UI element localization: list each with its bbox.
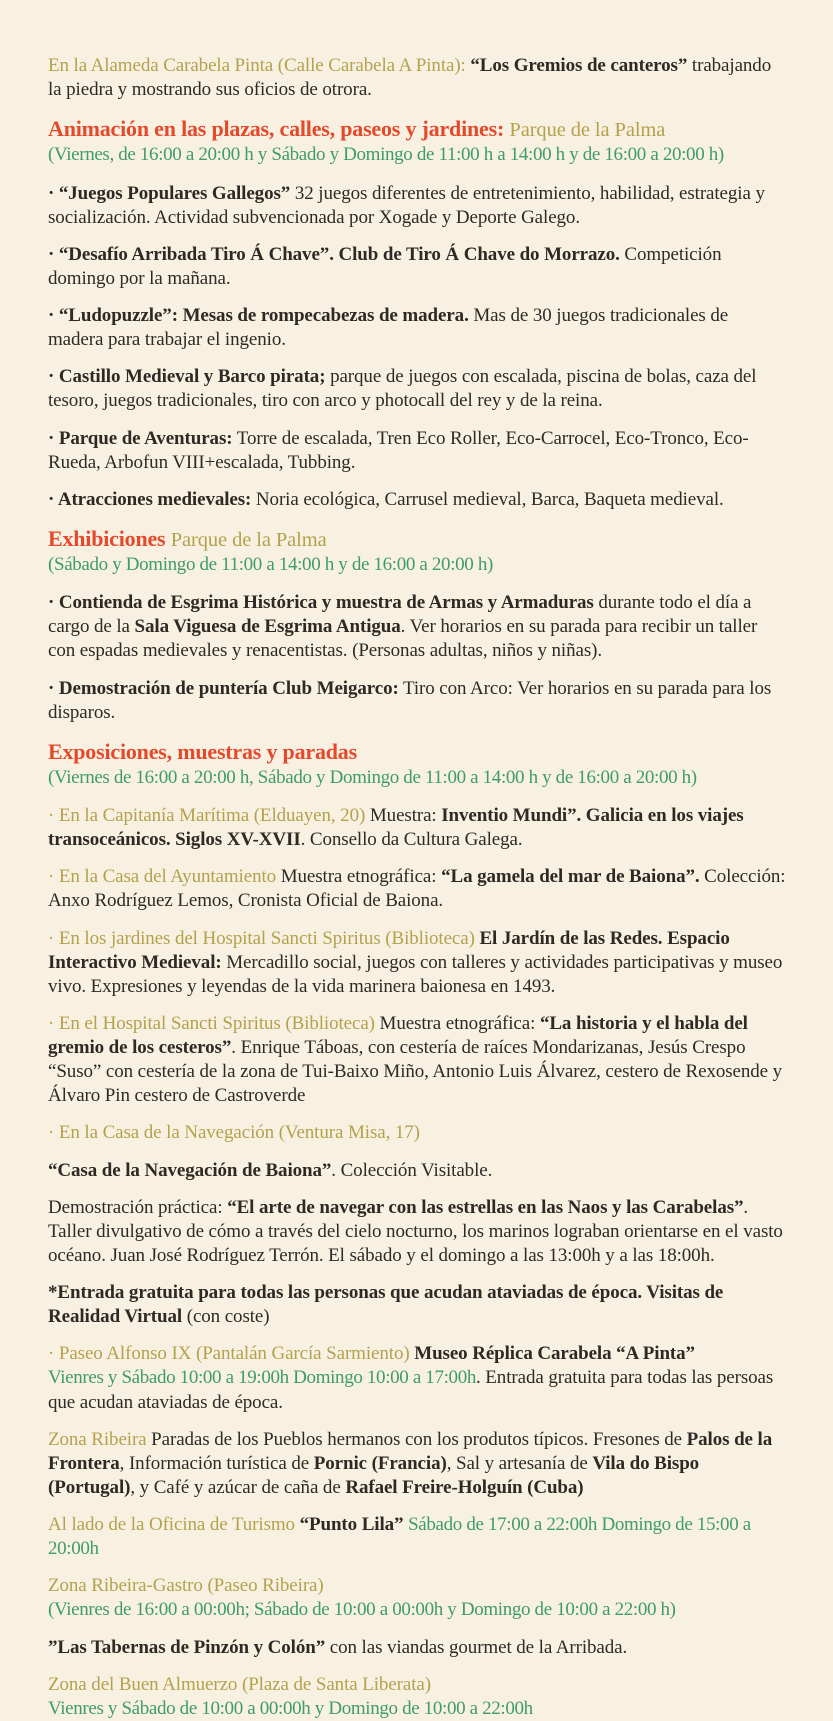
- program-paragraph: [48, 1513, 787, 1561]
- highlight-text: · “Desafío Arribada Tiro Á Chave”. Club de Tiro Á Chave do Morrazo.: [48, 243, 620, 265]
- program-paragraph: [48, 1428, 787, 1500]
- highlight-text: · Castillo Medieval y Barco pirata;: [48, 366, 326, 388]
- highlight-text: “La gamela del mar de Baiona”.: [441, 866, 700, 888]
- body-text: con las viandas gourmet de la Arribada.: [325, 1636, 628, 1658]
- section-title: Animación en las plazas, calles, paseos y jardines:: [48, 116, 510, 142]
- body-text: 32 juegos diferentes de entretenimiento, habilidad, estrategia y socialización. Actividad subvencionada por Xogade y Deporte Galego.: [48, 182, 765, 228]
- body-text: Competición domingo por la mañana.: [48, 243, 722, 289]
- body-text: (con coste): [182, 1306, 270, 1328]
- location-text: · En la Capitanía Marítima (Elduayen, 20): [48, 805, 370, 826]
- program-paragraph: [48, 927, 787, 999]
- highlight-text: ”Las Tabernas de Pinzón y Colón”: [48, 1636, 326, 1658]
- body-text: Tiro con Arco: Ver horarios en su parada para los disparos.: [48, 677, 772, 723]
- highlight-text: “Punto Lila”: [299, 1514, 409, 1535]
- program-paragraph: [48, 1342, 787, 1414]
- program-paragraph: [48, 1121, 787, 1145]
- location-text: Al lado de la Oficina de Turismo: [48, 1514, 300, 1535]
- body-text: . Taller divulgativo de cómo a través del cielo nocturno, los marinos lograban orientarse en el vasto océano. Juan José Rodríguez Terrón. El sábado y el domingo a las 13:00h y a las 18:00h.: [48, 1196, 783, 1266]
- schedule-text: (Sábado y Domingo de 11:00 a 14:00 h y de 16:00 a 20:00 h): [48, 554, 493, 575]
- body-text: . Colección Visitable.: [331, 1159, 493, 1181]
- program-paragraph: [48, 488, 787, 512]
- program-paragraph: [48, 182, 787, 230]
- body-text: . Enrique Táboas, con cestería de raíces Mondarizanas, Jesús Crespo “Suso” con cestería de la zona de Tui-Baixo Miño, Antonio Luis Álvarez, cestero de Rexosende y Álvaro Pin cestero de Castroverde: [48, 1037, 783, 1107]
- body-text: trabajando la piedra y mostrando sus oficios de otrora.: [48, 55, 772, 101]
- schedule-text: (Vienres de 16:00 a 00:00h; Sábado de 10:00 a 00:00h y Domingo de 10:00 a 22:00 h): [48, 1599, 676, 1621]
- body-text: Mercadillo social, juegos con talleres y actividades participativas y museo vivo. Expresiones y leyendas de la vida marinera baionesa en 1493.: [48, 951, 783, 997]
- program-paragraph: [48, 677, 787, 725]
- location-text: · En los jardines del Hospital Sancti Spiritus (Biblioteca): [48, 927, 480, 949]
- program-paragraph: [48, 1673, 787, 1721]
- body-text: , Sal y artesanía de: [446, 1452, 593, 1474]
- highlight-text: · Parque de Aventuras:: [48, 427, 233, 449]
- body-text: . Ver horarios en su parada para recibir un taller con espadas medievales y renacentistas. (Personas adultas, niños y niñas).: [48, 616, 758, 662]
- location-text: Zona Ribeira: [48, 1428, 152, 1450]
- location-text: Zona Ribeira-Gastro (Paseo Ribeira): [48, 1575, 324, 1597]
- schedule-text: (Viernes, de 16:00 a 20:00 h y Sábado y Domingo de 11:00 h a 14:00 h y de 16:00 a 20:00 h): [48, 144, 724, 166]
- location-text: · En la Casa de la Navegación (Ventura Misa, 17): [48, 1122, 420, 1144]
- location-text: Parque de la Palma: [170, 528, 327, 551]
- program-paragraph: [48, 304, 787, 352]
- location-text: Zona del Buen Almuerzo (Plaza de Santa Liberata): [48, 1673, 431, 1695]
- body-text: Mas de 30 juegos tradicionales de madera para trabajar el ingenio.: [48, 305, 729, 351]
- highlight-text: Rafael Freire-Holguín (Cuba): [345, 1476, 584, 1498]
- body-text: parque de juegos con escalada, piscina de bolas, caza del tesoro, juegos tradicionales, tiro con arco y photocall del rey y de la reina.: [48, 366, 757, 412]
- schedule-text: Sábado de 17:00 a 22:00h Domingo de 15:00 a 20:00h: [48, 1514, 751, 1560]
- body-text: Torre de escalada, Tren Eco Roller, Eco-Carrocel, Eco-Tronco, Eco-Rueda, Arbofun VIII+escalada, Tubbing.: [48, 427, 749, 473]
- section-title: Exposiciones, muestras y paradas: [48, 738, 357, 764]
- body-text: . Entrada gratuita para todas las persoas que acudan ataviadas de época.: [48, 1367, 774, 1413]
- program-paragraph: [48, 427, 787, 475]
- body-text: Muestra:: [369, 805, 442, 826]
- highlight-text: · Demostración de puntería Club Meigarco:: [48, 677, 399, 699]
- program-paragraph: [48, 1636, 787, 1660]
- location-text: En la Alameda Carabela Pinta (Calle Carabela A Pinta):: [48, 55, 471, 76]
- location-text: · En la Casa del Ayuntamiento: [48, 866, 281, 888]
- program-paragraph: [48, 243, 787, 291]
- body-text: Muestra etnográfica:: [379, 1012, 540, 1034]
- program-paragraph: [48, 1281, 787, 1329]
- program-content: [48, 54, 787, 1721]
- program-paragraph: [48, 865, 787, 913]
- section-heading: [48, 525, 787, 577]
- highlight-text: Vila do Bispo (Portugal): [48, 1452, 700, 1498]
- program-paragraph: [48, 1196, 787, 1268]
- body-text: durante todo el día a cargo de la: [48, 592, 752, 638]
- highlight-text: “El arte de navegar con las estrellas en las Naos y las Carabelas”: [227, 1196, 744, 1218]
- highlight-text: Sala Viguesa de Esgrima Antigua: [134, 616, 401, 638]
- section-heading: [48, 738, 787, 790]
- highlight-text: Palos de la Frontera: [48, 1428, 773, 1474]
- program-paragraph: [48, 1574, 787, 1622]
- highlight-text: “Los Gremios de canteros”: [470, 55, 688, 76]
- body-text: Paradas de los Pueblos hermanos con los produtos típicos. Fresones de: [151, 1428, 687, 1450]
- section-title: Exhibiciones: [48, 525, 171, 551]
- schedule-text: Vienres y Sábado 10:00 a 19:00h Domingo 10:00 a 17:00h: [48, 1367, 476, 1389]
- schedule-text: (Viernes de 16:00 a 20:00 h, Sábado y Domingo de 11:00 a 14:00 h y de 16:00 a 20:00 h): [48, 766, 697, 788]
- location-text: Parque de la Palma: [509, 119, 666, 142]
- highlight-text: Inventio Mundi”. Galicia en los viajes transoceánicos. Siglos XV-XVII: [48, 805, 744, 851]
- highlight-text: Museo Réplica Carabela “A Pinta”: [414, 1343, 695, 1365]
- body-text: Muestra etnográfica:: [280, 866, 442, 888]
- highlight-text: · “Juegos Populares Gallegos”: [48, 182, 291, 204]
- body-text: Noria ecológica, Carrusel medieval, Barca, Baqueta medieval.: [251, 488, 724, 510]
- body-text: Demostración práctica:: [48, 1196, 228, 1218]
- highlight-text: *Entrada gratuita para todas las personas que acudan ataviadas de época. Visitas de Realidad Virtual: [48, 1282, 724, 1328]
- program-paragraph: [48, 54, 787, 102]
- highlight-text: “La historia y el habla del gremio de los cesteros”: [48, 1012, 748, 1058]
- program-paragraph: [48, 1012, 787, 1109]
- program-paragraph: [48, 365, 787, 413]
- body-text: Colección: Anxo Rodríguez Lemos, Cronista Oficial de Baiona.: [48, 866, 786, 912]
- program-paragraph: [48, 804, 787, 852]
- highlight-text: · Contienda de Esgrima Histórica y muestra de Armas y Armaduras: [48, 592, 594, 614]
- highlight-text: “Casa de la Navegación de Baiona”: [48, 1159, 332, 1181]
- program-paragraph: [48, 591, 787, 663]
- highlight-text: El Jardín de las Redes. Espacio Interactivo Medieval:: [48, 927, 730, 973]
- body-text: , y Café y azúcar de caña de: [130, 1476, 346, 1498]
- highlight-text: Pornic (Francia): [313, 1452, 447, 1474]
- highlight-text: · “Ludopuzzle”: Mesas de rompecabezas de madera.: [48, 305, 469, 326]
- program-paragraph: [48, 1159, 787, 1183]
- section-heading: [48, 115, 787, 167]
- body-text: . Consello da Cultura Galega.: [300, 829, 523, 851]
- highlight-text: · Atracciones medievales:: [48, 488, 252, 510]
- location-text: · Paseo Alfonso IX (Pantalán García Sarmiento): [48, 1343, 415, 1365]
- schedule-text: Vienres y Sábado de 10:00 a 00:00h y Domingo de 10:00 a 22:00h: [48, 1697, 533, 1719]
- location-text: · En el Hospital Sancti Spiritus (Biblioteca): [48, 1012, 380, 1034]
- body-text: , Información turística de: [119, 1452, 314, 1474]
